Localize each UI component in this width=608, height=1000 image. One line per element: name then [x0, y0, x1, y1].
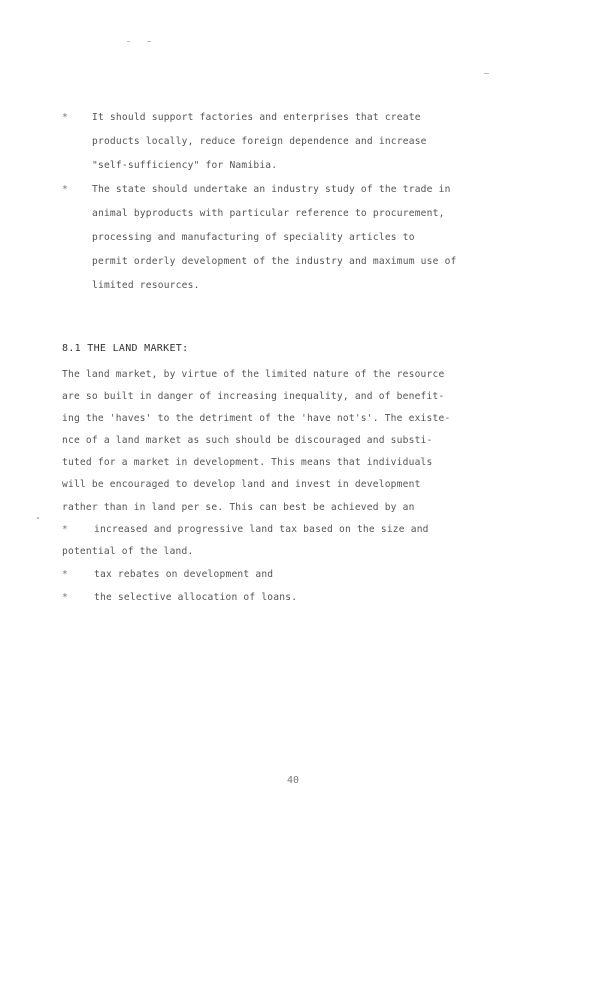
- list-line: increased and progressive land tax based on the size and: [94, 524, 429, 535]
- bullet-line: The state should undertake an industry study of the trade in: [92, 184, 451, 195]
- list-item-continuation: [62, 542, 193, 562]
- page-number: 40: [287, 775, 300, 786]
- paragraph-line: rather than in land per se. This can best be achieved by an: [62, 502, 415, 513]
- scan-speck: [37, 517, 39, 519]
- bullet-mark: *: [62, 112, 68, 123]
- scan-speck: [127, 41, 130, 42]
- paragraph-line: tuted for a market in development. This means that individuals: [62, 457, 433, 468]
- list-mark: *: [62, 524, 68, 535]
- list-line: the selective allocation of loans.: [94, 592, 298, 603]
- list-mark: *: [62, 592, 68, 603]
- section-heading: 8.1 THE LAND MARKET:: [62, 343, 189, 354]
- scan-speck: [147, 41, 151, 42]
- list-line: potential of the land.: [62, 546, 194, 557]
- bullet-line: animal byproducts with particular reference to procurement,: [92, 208, 445, 219]
- bullet-item: [62, 178, 542, 298]
- paragraph-line: are so built in danger of increasing inequality, and of benefit-: [62, 391, 445, 402]
- list-item: [62, 588, 297, 608]
- scan-speck: [484, 73, 489, 74]
- bullet-mark: *: [62, 184, 68, 195]
- paragraph-line: ing the 'haves' to the detriment of the 'have not's'. The existe-: [62, 413, 451, 424]
- list-line: tax rebates on development and: [94, 569, 274, 580]
- bullet-item: [62, 106, 542, 178]
- list-mark: *: [62, 569, 68, 580]
- bullet-line: processing and manufacturing of speciality articles to: [92, 232, 415, 243]
- list-item: [62, 520, 429, 540]
- bullet-line: permit orderly development of the industry and maximum use of: [92, 256, 457, 267]
- bullet-line: limited resources.: [92, 280, 200, 291]
- bullet-line: "self-sufficiency" for Namibia.: [92, 160, 278, 171]
- bullet-line: It should support factories and enterprises that create: [92, 112, 421, 123]
- bullet-line: products locally, reduce foreign dependence and increase: [92, 136, 427, 147]
- paragraph-line: The land market, by virtue of the limited nature of the resource: [62, 369, 445, 380]
- list-item: [62, 565, 273, 585]
- paragraph-line: will be encouraged to develop land and invest in development: [62, 479, 421, 490]
- paragraph-line: nce of a land market as such should be discouraged and substi-: [62, 435, 433, 446]
